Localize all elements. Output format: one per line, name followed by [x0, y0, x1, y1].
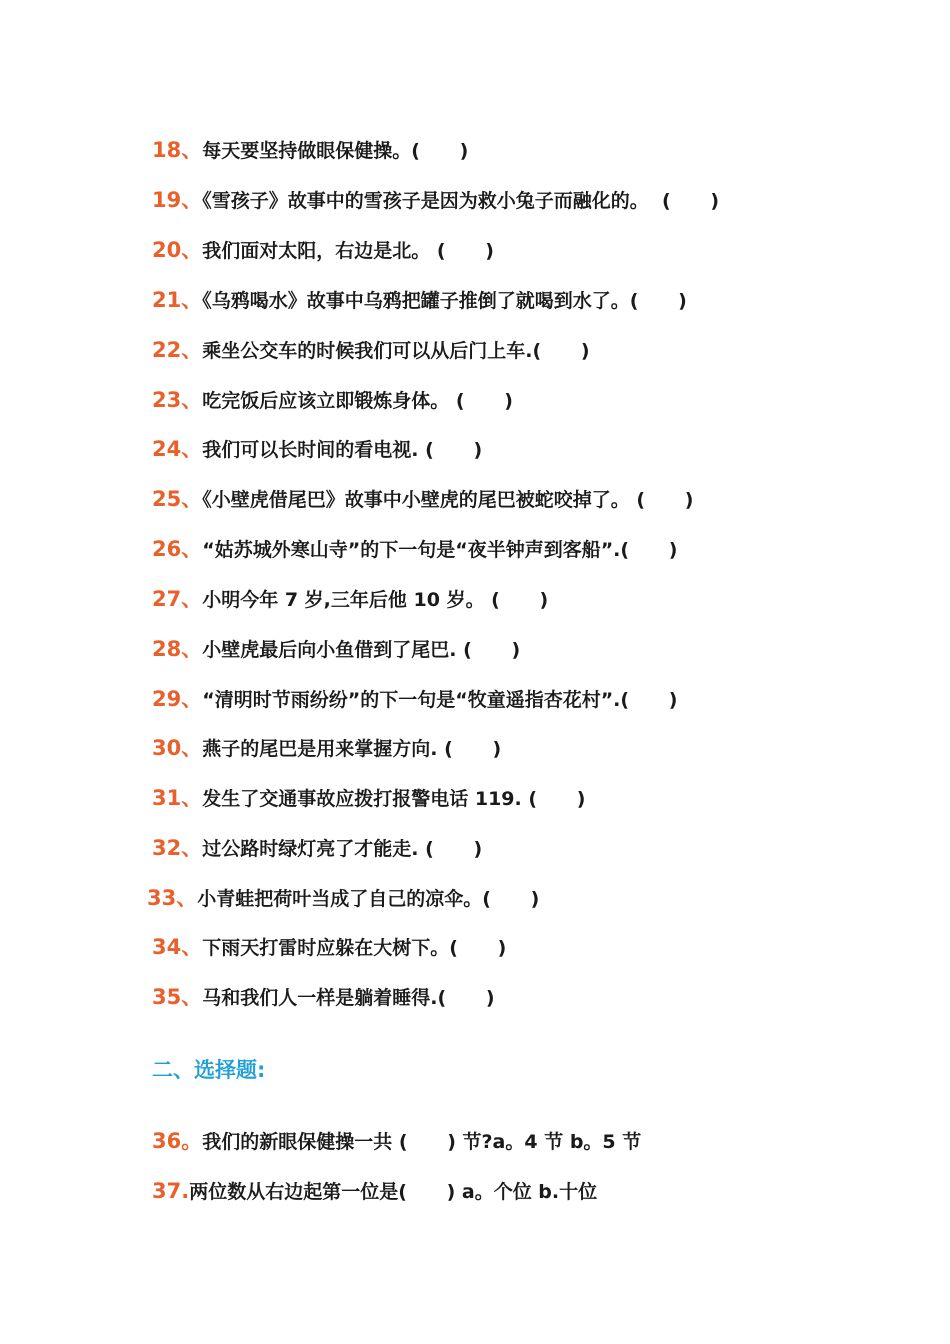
question-text: 每天要坚持做眼保健操。( ): [202, 140, 469, 162]
question-32: [152, 835, 482, 862]
question-number: 34、: [152, 935, 203, 959]
question-31: [152, 785, 585, 812]
question-20: [152, 237, 494, 264]
question-text: 《乌鸦喝水》故事中乌鸦把罐子推倒了就喝到水了。( ): [202, 290, 687, 312]
question-number: 32、: [152, 836, 203, 860]
question-number: 37.: [152, 1179, 190, 1203]
question-26: [152, 536, 677, 563]
question-37: [152, 1178, 597, 1205]
question-25: [152, 486, 693, 513]
question-text: 小壁虎最后向小鱼借到了尾巴. ( ): [202, 639, 521, 661]
question-text: 《小壁虎借尾巴》故事中小壁虎的尾巴被蛇咬掉了。 ( ): [202, 489, 694, 511]
question-text: 发生了交通事故应拨打报警电话 119. ( ): [202, 788, 586, 810]
question-18: [152, 137, 468, 164]
question-text: 乘坐公交车的时候我们可以从后门上车.( ): [202, 340, 590, 362]
question-text: 两位数从右边起第一位是( ) a。个位 b.十位: [189, 1181, 598, 1203]
question-text: 小青蛙把荷叶当成了自己的凉伞。( ): [197, 888, 540, 910]
question-36: [152, 1128, 641, 1155]
question-23: [152, 387, 513, 414]
question-text: 马和我们人一样是躺着睡得.( ): [202, 987, 495, 1009]
question-29: [152, 686, 677, 713]
question-24: [152, 436, 482, 463]
question-number: 35、: [152, 985, 203, 1009]
question-number: 23、: [152, 388, 203, 412]
section-title: 二、选择题:: [152, 1058, 266, 1082]
question-number: 20、: [152, 238, 203, 262]
question-text: “清明时节雨纷纷”的下一句是“牧童遥指杏花村”.( ): [202, 689, 678, 711]
question-number: 31、: [152, 786, 203, 810]
question-number: 28、: [152, 637, 203, 661]
question-35: [152, 984, 495, 1011]
question-text: 下雨天打雷时应躲在大树下。( ): [202, 937, 507, 959]
question-28: [152, 636, 520, 663]
question-text: 我们的新眼保健操一共 ( ) 节?a。4 节 b。5 节: [202, 1131, 642, 1153]
question-text: 我们可以长时间的看电视. ( ): [202, 439, 483, 461]
question-33: [147, 885, 539, 912]
question-21: [152, 287, 687, 314]
question-number: 33、: [147, 886, 198, 910]
question-34: [152, 934, 506, 961]
question-number: 21、: [152, 288, 203, 312]
question-text: 小明今年 7 岁,三年后他 10 岁。 ( ): [202, 589, 549, 611]
question-19: [152, 187, 719, 214]
question-number: 25、: [152, 487, 203, 511]
question-number: 24、: [152, 437, 203, 461]
question-number: 22、: [152, 338, 203, 362]
question-number: 29、: [152, 687, 203, 711]
question-text: 吃完饭后应该立即锻炼身体。 ( ): [202, 390, 513, 412]
question-27: [152, 586, 548, 613]
question-number: 26、: [152, 537, 203, 561]
question-30: [152, 735, 501, 762]
question-text: 《雪孩子》故事中的雪孩子是因为救小兔子而融化的。 ( ): [202, 190, 720, 212]
question-number: 30、: [152, 736, 203, 760]
question-text: 燕子的尾巴是用来掌握方向. ( ): [202, 738, 502, 760]
question-number: 18、: [152, 138, 203, 162]
question-number: 19、: [152, 188, 203, 212]
question-number: 36。: [152, 1129, 203, 1153]
question-text: 过公路时绿灯亮了才能走. ( ): [202, 838, 483, 860]
question-number: 27、: [152, 587, 203, 611]
question-22: [152, 337, 590, 364]
question-text: “姑苏城外寒山寺”的下一句是“夜半钟声到客船”.( ): [202, 539, 678, 561]
question-text: 我们面对太阳，右边是北。 ( ): [202, 240, 494, 262]
